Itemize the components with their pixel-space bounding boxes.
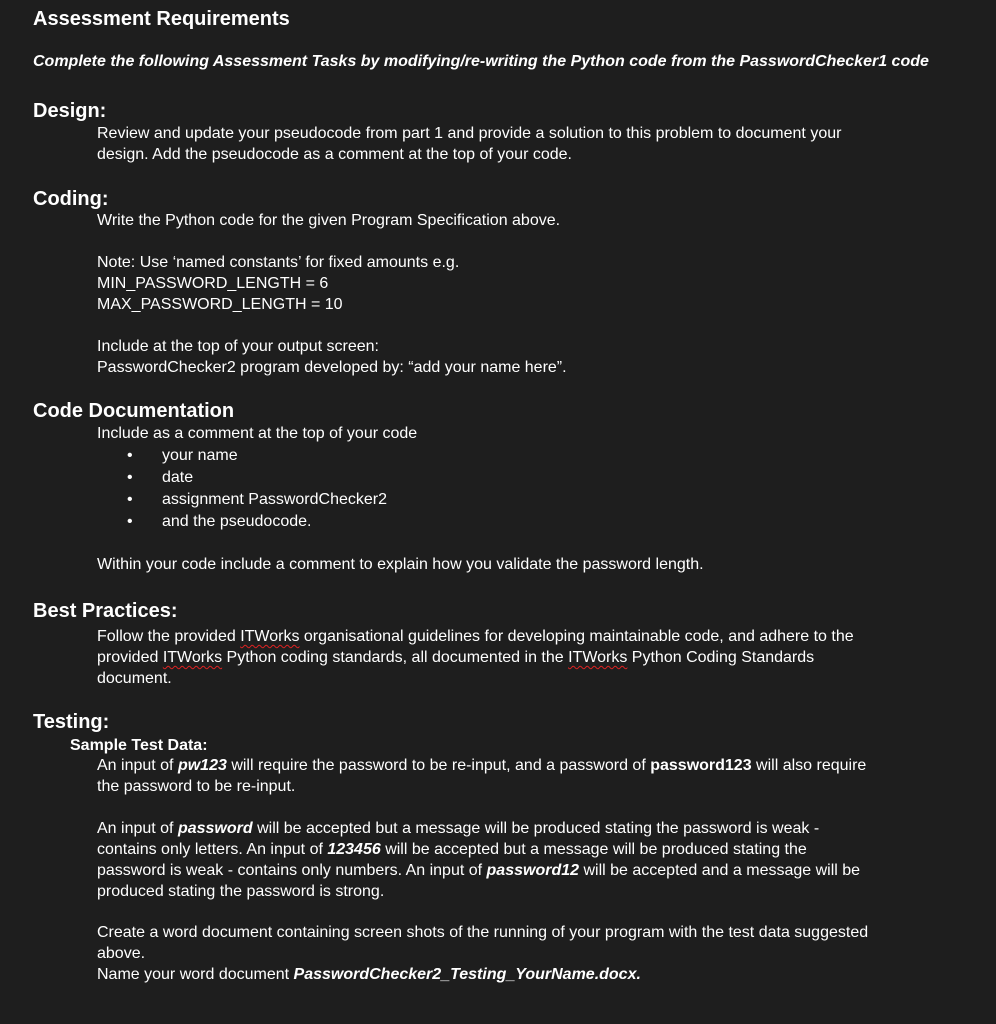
doc-intro: Include as a comment at the top of your code [97,425,418,442]
testing-line: contains only letters. An input of 123456 will be accepted but a message will be produced stating the [97,841,807,858]
design-line: design. Add the pseudocode as a comment at the top of your code. [97,146,572,163]
testing-line: An input of pw123 will require the password to be re-input, and a password of password123 will also require [97,757,867,774]
doc-within: Within your code include a comment to explain how you validate the password length. [97,556,704,573]
coding-heading: Coding: [33,188,109,210]
best-heading: Best Practices: [33,600,178,622]
intro-text: Complete the following Assessment Tasks by modifying/re-writing the Python code from the PasswordChecker1 code [33,53,929,70]
testing-line: the password to be re-input. [97,778,296,795]
document-filename: PasswordChecker2_Testing_YourName.docx. [293,966,641,983]
page-title: Assessment Requirements [33,8,290,30]
testing-line: above. [97,945,146,962]
testing-para-2 [97,818,977,902]
note-line: Note: Use ‘named constants’ for fixed amounts e.g. [97,254,460,271]
testing-heading: Testing: [33,711,110,733]
testing-para-1 [97,755,977,797]
misspelled-word: ITWorks [162,649,223,666]
design-text [97,123,977,165]
best-line: provided ITWorks Python coding standards, all documented in the ITWorks Python Coding Standards [97,649,815,666]
testing-line: produced stating the password is strong. [97,883,385,900]
best-line: document. [97,670,172,687]
testing-para-3 [97,922,977,985]
include-line: Include at the top of your output screen: [97,338,379,355]
sample-test-data-label: Sample Test Data: [70,737,208,754]
constant-max: MAX_PASSWORD_LENGTH = 10 [97,296,343,313]
design-line: Review and update your pseudocode from part 1 and provide a solution to this problem to document your [97,125,842,142]
testing-line: Name your word document PasswordChecker2_Testing_YourName.docx. [97,966,641,983]
best-line: Follow the provided ITWorks organisational guidelines for developing maintainable code, and adhere to the [97,628,854,645]
doc-bullet-list [97,445,387,533]
design-heading: Design: [33,100,107,122]
coding-note [97,252,977,315]
include-line: PasswordChecker2 program developed by: “add your name here”. [97,359,567,376]
list-item: • your name [97,445,387,467]
testing-line: Create a word document containing screen shots of the running of your program with the test data suggested [97,924,869,941]
list-item: • and the pseudocode. [97,511,387,533]
doc-heading: Code Documentation [33,400,235,422]
constant-min: MIN_PASSWORD_LENGTH = 6 [97,275,329,292]
best-text [97,626,977,689]
testing-line: password is weak - contains only numbers. An input of password12 will be accepted and a message will be [97,862,861,879]
list-item: • assignment PasswordChecker2 [97,489,387,511]
coding-spec: Write the Python code for the given Program Specification above. [97,212,561,229]
coding-include [97,336,977,378]
testing-line: An input of password will be accepted but a message will be produced stating the password is weak - [97,820,820,837]
list-item: • date [97,467,387,489]
misspelled-word: ITWorks [568,649,628,666]
misspelled-word: ITWorks [240,628,300,645]
